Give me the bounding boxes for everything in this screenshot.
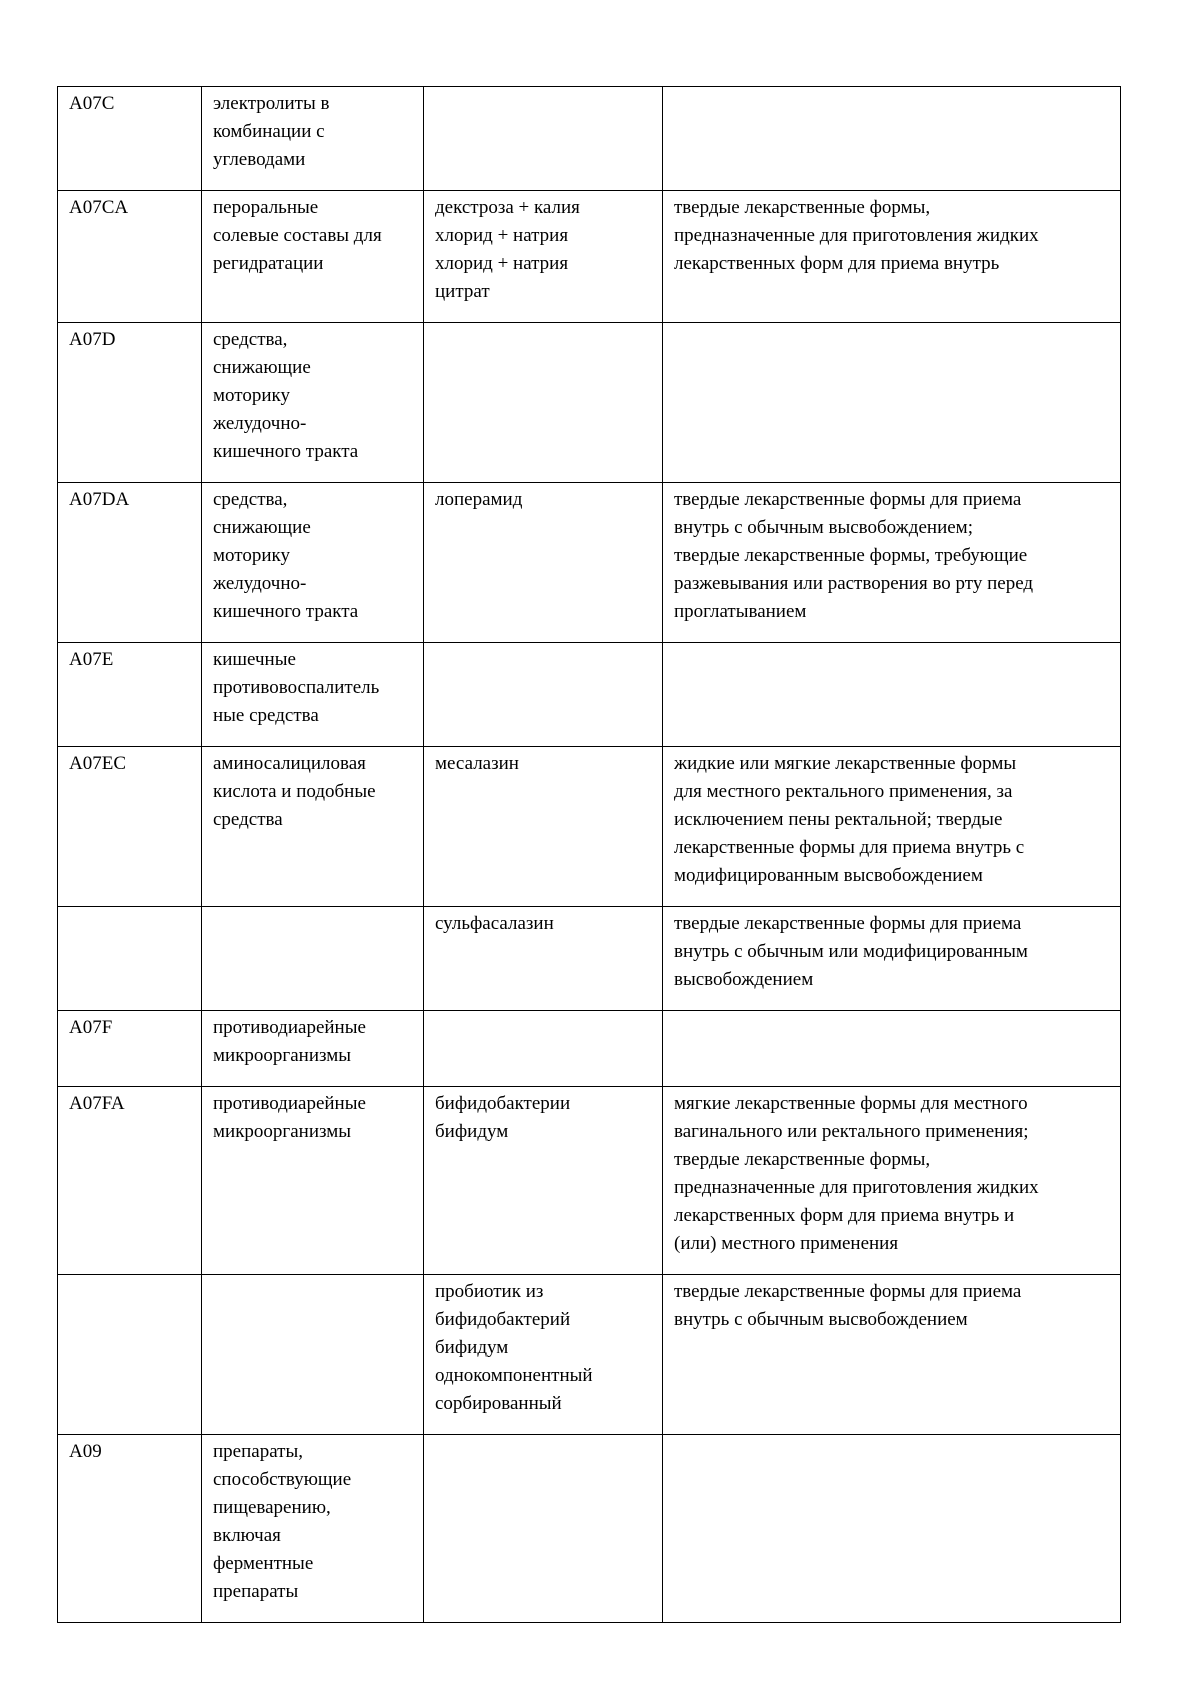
dosage-form-cell: мягкие лекарственные формы для местного вагинального или ректального применения; твердые лекарственные формы, предназначенные для приготовления жидких лекарственных форм для приема внутрь и (или) местного применения	[663, 1087, 1121, 1275]
anatomical-group-cell: электролиты в комбинации с углеводами	[202, 87, 424, 191]
drug-name-cell	[424, 1435, 663, 1623]
table-row	[58, 747, 1121, 907]
atc-code-cell: A07DA	[58, 483, 202, 643]
drug-name-cell	[424, 643, 663, 747]
dosage-form-cell	[663, 643, 1121, 747]
dosage-form-cell: твердые лекарственные формы для приема внутрь с обычным или модифицированным высвобождением	[663, 907, 1121, 1011]
table-row	[58, 907, 1121, 1011]
atc-code-cell: A07D	[58, 323, 202, 483]
drug-name-cell	[424, 87, 663, 191]
dosage-form-cell	[663, 323, 1121, 483]
anatomical-group-cell	[202, 1275, 424, 1435]
atc-code-cell: A07E	[58, 643, 202, 747]
table-row	[58, 1087, 1121, 1275]
anatomical-group-cell: препараты, способствующие пищеварению, включая ферментные препараты	[202, 1435, 424, 1623]
dosage-form-cell: жидкие или мягкие лекарственные формы для местного ректального применения, за исключением пены ректальной; твердые лекарственные формы для приема внутрь с модифицированным высвобождением	[663, 747, 1121, 907]
drug-name-cell: декстроза + калия хлорид + натрия хлорид + натрия цитрат	[424, 191, 663, 323]
atc-code-cell: A07CA	[58, 191, 202, 323]
drug-name-cell	[424, 1011, 663, 1087]
table-row	[58, 87, 1121, 191]
dosage-form-cell	[663, 1011, 1121, 1087]
table-row	[58, 323, 1121, 483]
drug-name-cell: сульфасалазин	[424, 907, 663, 1011]
anatomical-group-cell: аминосалициловая кислота и подобные средства	[202, 747, 424, 907]
anatomical-group-cell: противодиарейные микроорганизмы	[202, 1011, 424, 1087]
drug-classification-table	[57, 86, 1121, 1623]
dosage-form-cell: твердые лекарственные формы для приема внутрь с обычным высвобождением; твердые лекарственные формы, требующие разжевывания или растворения во рту перед проглатыванием	[663, 483, 1121, 643]
anatomical-group-cell: средства, снижающие моторику желудочно- кишечного тракта	[202, 483, 424, 643]
atc-code-cell: A09	[58, 1435, 202, 1623]
atc-code-cell	[58, 1275, 202, 1435]
table-row	[58, 643, 1121, 747]
drug-name-cell: лоперамид	[424, 483, 663, 643]
dosage-form-cell	[663, 87, 1121, 191]
drug-name-cell: бифидобактерии бифидум	[424, 1087, 663, 1275]
table-body	[58, 87, 1121, 1623]
table-row	[58, 1011, 1121, 1087]
drug-name-cell: месалазин	[424, 747, 663, 907]
dosage-form-cell: твердые лекарственные формы, предназначенные для приготовления жидких лекарственных форм для приема внутрь	[663, 191, 1121, 323]
drug-name-cell	[424, 323, 663, 483]
dosage-form-cell	[663, 1435, 1121, 1623]
atc-code-cell: A07EC	[58, 747, 202, 907]
anatomical-group-cell	[202, 907, 424, 1011]
atc-code-cell	[58, 907, 202, 1011]
anatomical-group-cell: противодиарейные микроорганизмы	[202, 1087, 424, 1275]
anatomical-group-cell: средства, снижающие моторику желудочно- кишечного тракта	[202, 323, 424, 483]
anatomical-group-cell: пероральные солевые составы для регидратации	[202, 191, 424, 323]
table-row	[58, 483, 1121, 643]
atc-code-cell: A07FA	[58, 1087, 202, 1275]
atc-code-cell: A07C	[58, 87, 202, 191]
table-row	[58, 191, 1121, 323]
table-row	[58, 1275, 1121, 1435]
anatomical-group-cell: кишечные противовоспалитель ные средства	[202, 643, 424, 747]
atc-code-cell: A07F	[58, 1011, 202, 1087]
drug-name-cell: пробиотик из бифидобактерий бифидум однокомпонентный сорбированный	[424, 1275, 663, 1435]
table-row	[58, 1435, 1121, 1623]
dosage-form-cell: твердые лекарственные формы для приема внутрь с обычным высвобождением	[663, 1275, 1121, 1435]
